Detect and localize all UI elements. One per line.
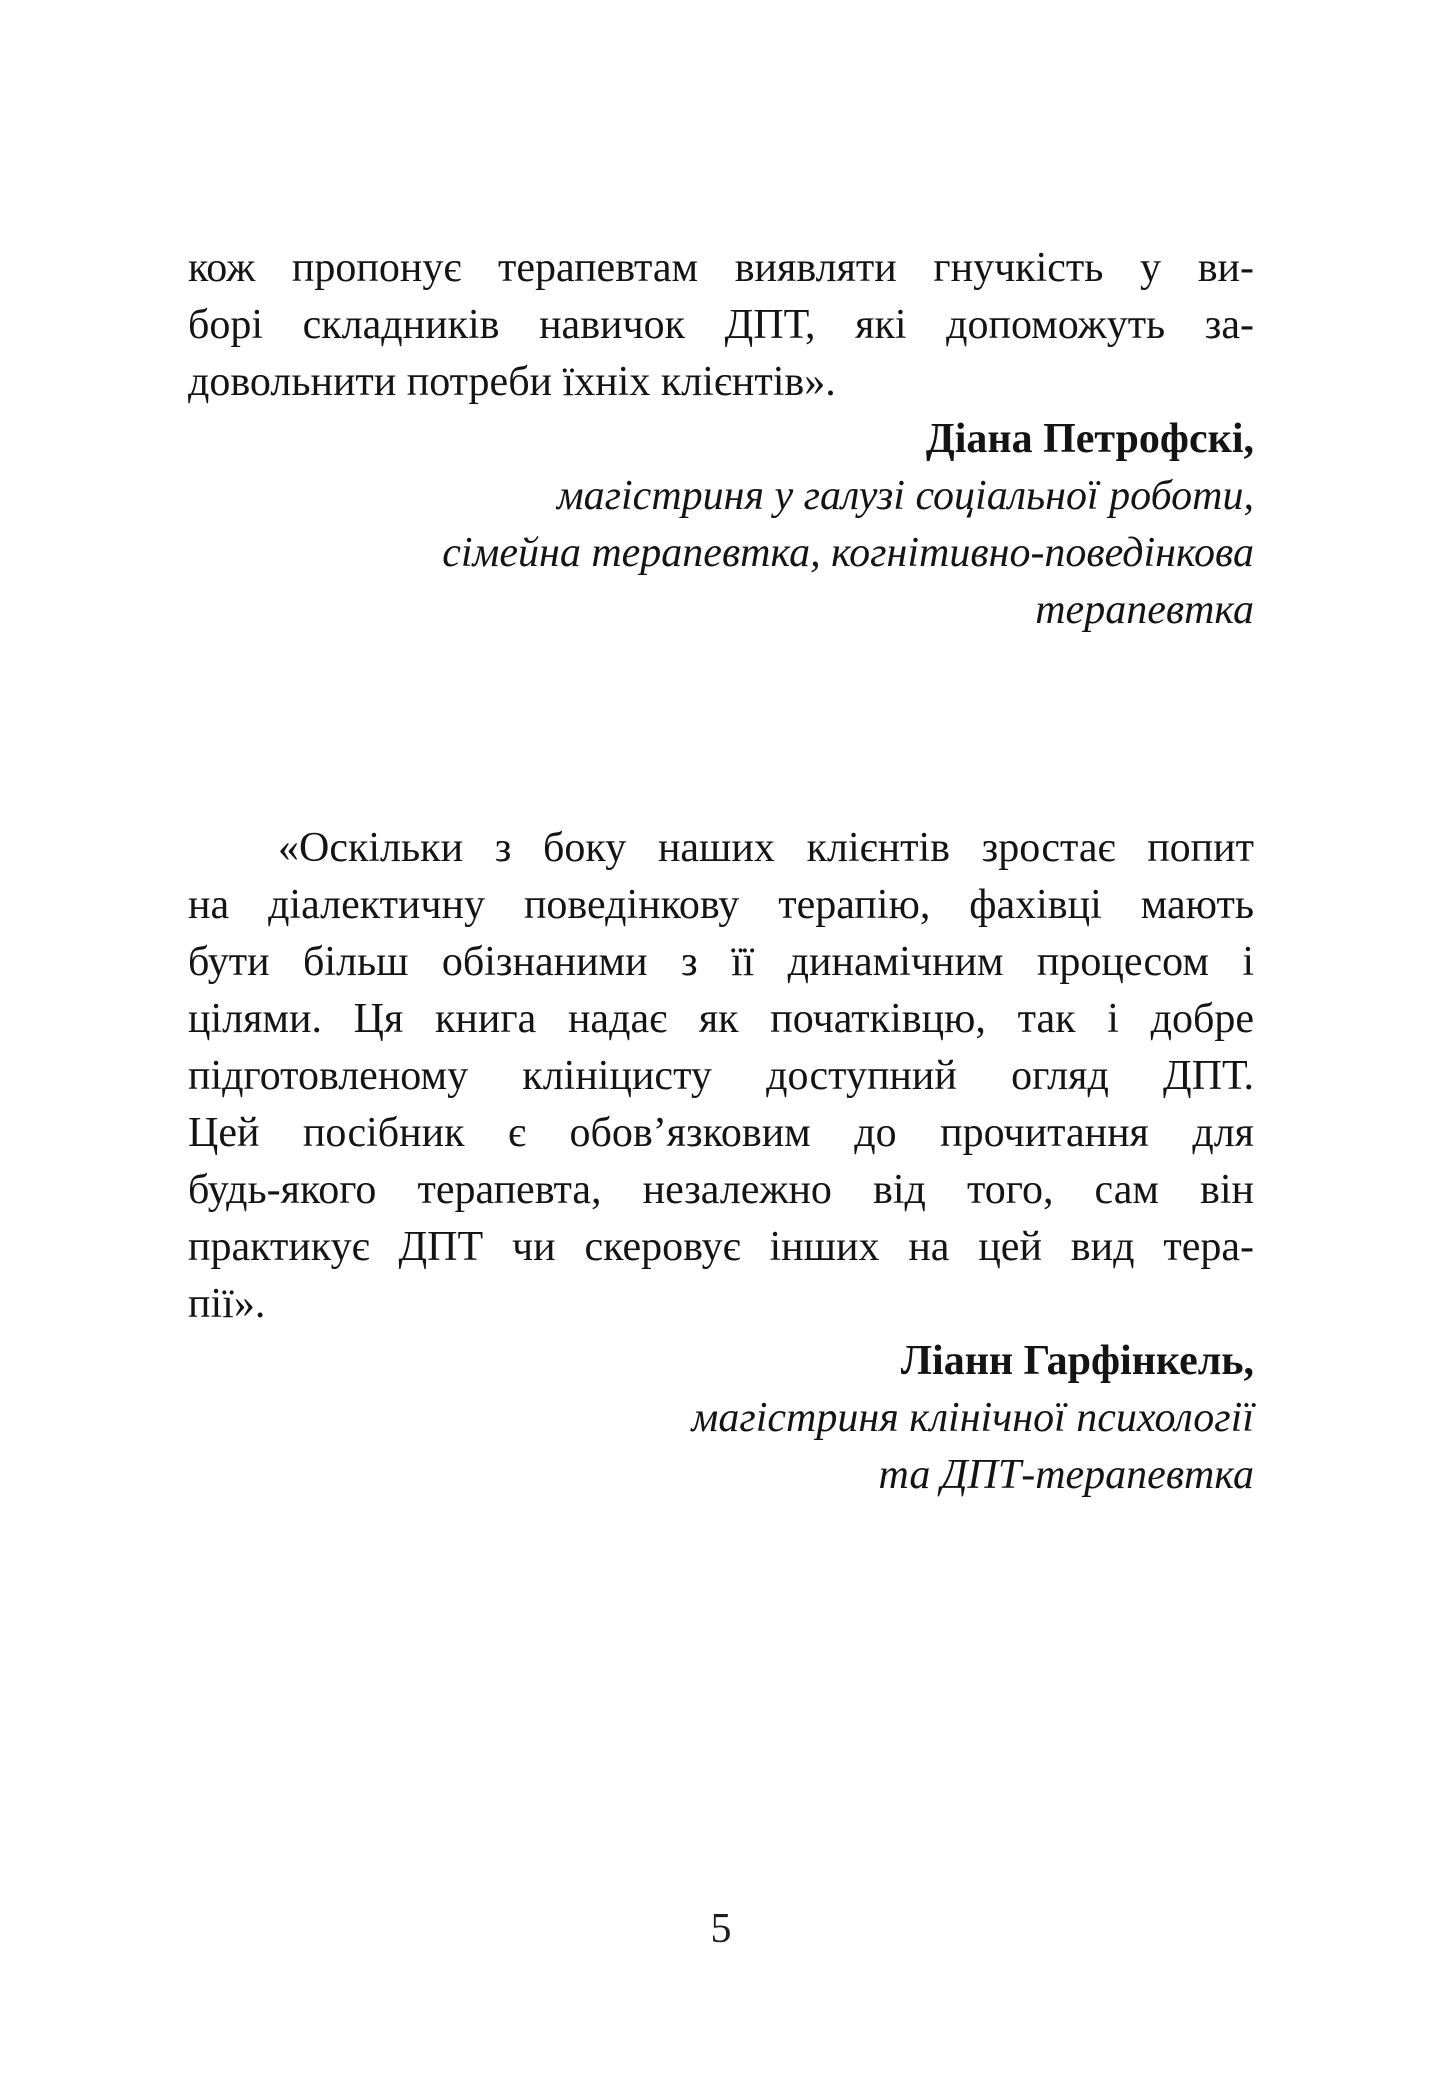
quote2-line-3: бути більш обізнаними з її динамічним процесом і [188, 939, 1254, 985]
page-number: 5 [710, 1906, 732, 1952]
quote-block-2 [188, 820, 1254, 1504]
quote1-attribution-role-1: магістриня у галузі соціальної роботи, [556, 473, 1254, 519]
quote2-line-7: будь-якого терапевта, незалежно від того, сам він [188, 1167, 1254, 1213]
quote2-line-4: цілями. Ця книга надає як початківцю, так і добре [188, 996, 1254, 1042]
quote2-line-5: підготовленому клініцисту доступний огляд ДПТ. [188, 1053, 1254, 1099]
quote2-line-2: на діалектичну поведінкову терапію, фахівці мають [188, 882, 1254, 928]
quote1-attribution-name: Діана Петрофскі, [925, 416, 1254, 462]
quote1-line-3: довольнити потреби їхніх клієнтів». [188, 359, 836, 405]
quote2-line-1: «Оскільки з боку наших клієнтів зростає попит [278, 825, 1254, 871]
quote2-attribution-name: Ліанн Гарфінкель, [900, 1338, 1254, 1384]
quote1-line-1: кож пропонує терапевтам виявляти гнучкість у ви- [188, 245, 1254, 291]
quote2-line-8: практикує ДПТ чи скеровує інших на цей вид тера- [188, 1224, 1254, 1270]
quote2-attribution-role-2: та ДПТ-терапевтка [878, 1452, 1254, 1498]
quote1-line-2: борі складників навичок ДПТ, які допоможуть за- [188, 302, 1254, 348]
quote2-attribution-role-1: магістриня клінічної психології [691, 1395, 1254, 1441]
quote1-attribution-role-3: терапевтка [1035, 587, 1254, 633]
quote2-line-6: Цей посібник є обов’язковим до прочитання для [188, 1110, 1254, 1156]
quote1-attribution-role-2: сімейна терапевтка, когнітивно-поведінкова [442, 530, 1254, 576]
quote2-line-9: пії». [188, 1281, 266, 1327]
quote-block-1 [188, 240, 1254, 639]
